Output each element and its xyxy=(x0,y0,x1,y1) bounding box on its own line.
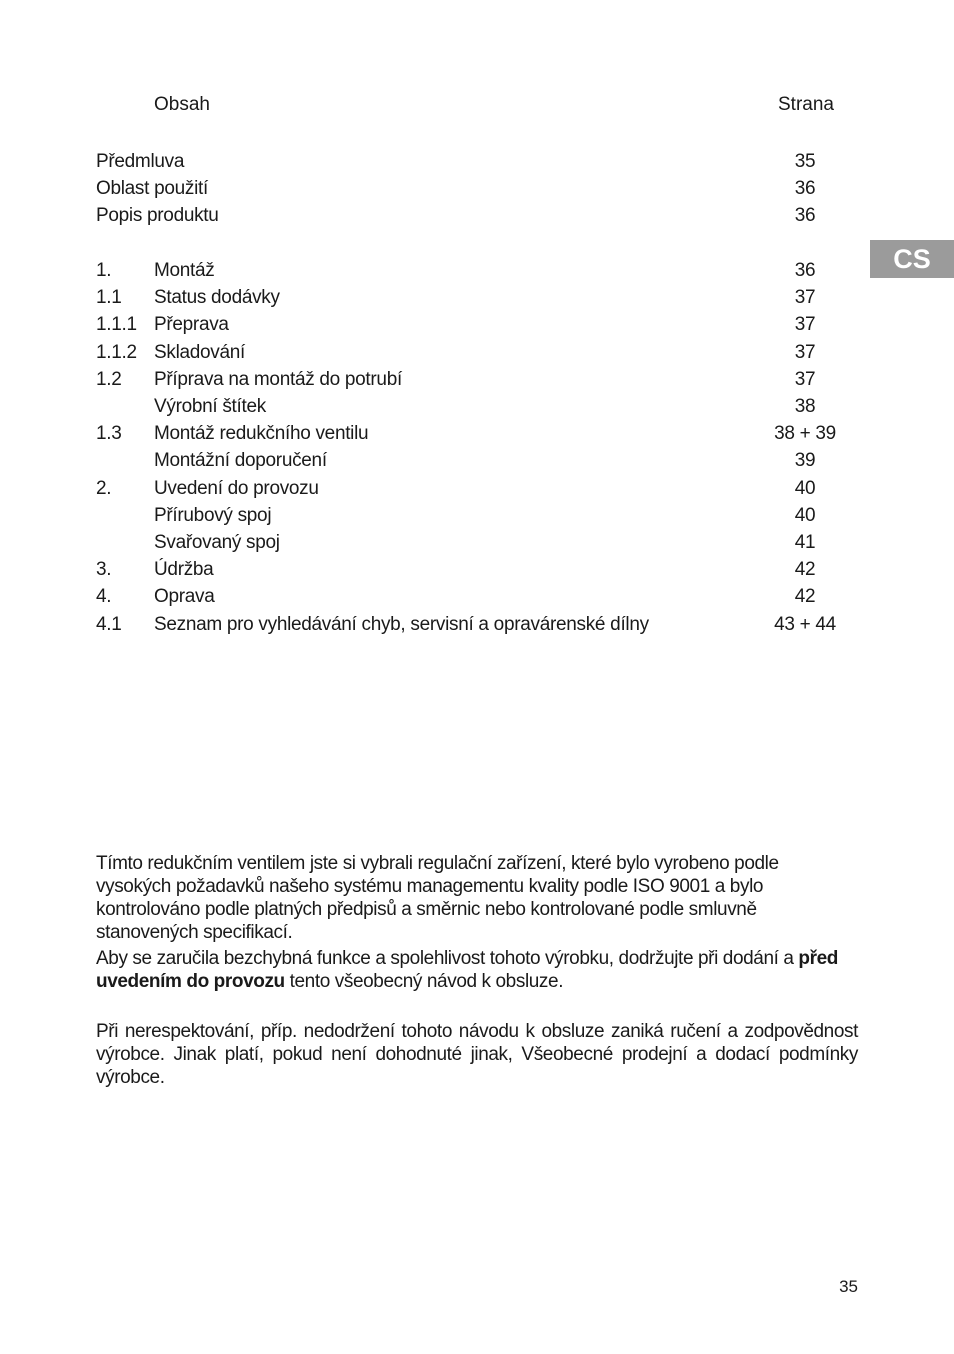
toc-entry-title: Údržba xyxy=(154,559,214,581)
toc-preface-row xyxy=(0,202,954,229)
toc-entry-number: 3. xyxy=(96,559,112,581)
toc-entry-title: Popis produktu xyxy=(96,205,219,227)
liability-paragraph: Při nerespektování, příp. nedodržení tohoto návodu k obsluze zaniká ručení a zodpovědnost výrobce. Jinak platí, pokud není dohodnuté jinak, Všeobecné prodejní a dodací podmínky výrobce. xyxy=(96,1021,858,1088)
toc-row xyxy=(0,311,954,338)
toc-row xyxy=(0,366,954,393)
toc-entry-page: 38 + 39 xyxy=(774,423,836,445)
toc-entry-number: 4. xyxy=(96,586,112,608)
toc-entry-number: 1. xyxy=(96,260,112,281)
toc-entry-page: 42 xyxy=(794,559,816,581)
toc-row xyxy=(0,420,954,447)
language-tab: CS xyxy=(870,240,954,278)
toc-heading-page: Strana xyxy=(778,94,834,115)
instructions-text-end: tento všeobecný návod k obsluze. xyxy=(284,971,564,992)
page-number: 35 xyxy=(839,1277,858,1296)
toc-row xyxy=(0,583,954,610)
toc-entry-page: 38 xyxy=(794,396,816,417)
toc-heading-contents: Obsah xyxy=(154,94,210,115)
toc-entry-title: Předmluva xyxy=(96,151,185,172)
toc-entry-page: 37 xyxy=(794,287,816,309)
toc-entry-title: Přeprava xyxy=(154,314,229,336)
toc-entry-page: 40 xyxy=(794,477,816,499)
toc-entry-page: 42 xyxy=(794,586,816,608)
toc-entry-title: Přírubový spoj xyxy=(154,504,272,526)
toc-header xyxy=(0,94,954,118)
toc-entry-title: Oblast použití xyxy=(96,178,208,200)
toc-entry-title: Skladování xyxy=(154,341,246,363)
toc-entry-title: Montáž xyxy=(154,260,215,281)
toc-preface-row xyxy=(0,175,954,202)
instructions-paragraph xyxy=(96,947,858,993)
toc-row xyxy=(0,393,954,420)
toc-entry-page: 36 xyxy=(794,178,816,200)
toc-entry-number: 1.1.2 xyxy=(96,341,137,363)
toc-entry-number: 1.2 xyxy=(96,368,122,390)
toc-row xyxy=(0,502,954,529)
toc-entry-page: 37 xyxy=(794,368,816,390)
instructions-text-bold: před uvedením do provozu xyxy=(96,948,838,992)
toc-entry-page: 36 xyxy=(794,205,816,227)
toc-entry-title: Uvedení do provozu xyxy=(154,477,319,499)
toc-entry-title: Výrobní štítek xyxy=(154,396,266,417)
toc-entry-page: 39 xyxy=(794,450,816,472)
toc-entry-title: Montážní doporučení xyxy=(154,450,327,472)
toc-entry-title: Svařovaný spoj xyxy=(154,532,280,553)
toc-row xyxy=(0,257,954,284)
toc-row xyxy=(0,529,954,556)
toc-entry-number: 4.1 xyxy=(96,613,122,635)
toc-entry-number: 1.3 xyxy=(96,423,122,445)
toc-entry-number: 1.1 xyxy=(96,287,122,309)
toc-entry-page: 37 xyxy=(794,341,816,363)
toc-preface-row xyxy=(0,148,954,175)
toc-entry-page: 41 xyxy=(794,532,816,553)
toc-entry-title: Status dodávky xyxy=(154,287,280,309)
toc-row xyxy=(0,447,954,474)
toc-entry-page: 37 xyxy=(794,314,816,336)
toc-entry-page: 43 + 44 xyxy=(774,613,836,635)
toc-entry-title: Oprava xyxy=(154,586,215,608)
toc-entry-number: 2. xyxy=(96,477,112,499)
toc-entry-page: 36 xyxy=(794,260,816,281)
toc-row xyxy=(0,611,954,638)
intro-paragraph: Tímto redukčním ventilem jste si vybrali regulační zařízení, které bylo vyrobeno podle vysokých požadavků našeho systému managementu kvality podle ISO 9001 a bylo kontrolováno podle platných předpisů a směrnic nebo kontrolované podle smluvně stanovených specifikací. xyxy=(96,853,779,943)
toc-entry-number: 1.1.1 xyxy=(96,314,137,336)
toc-entry-title: Příprava na montáž do potrubí xyxy=(154,368,402,390)
toc-row xyxy=(0,284,954,311)
toc-row xyxy=(0,475,954,502)
instructions-text-start: Aby se zaručila bezchybná funkce a spolehlivost tohoto výrobku, dodržujte při dodání a xyxy=(96,948,799,969)
toc-entry-title: Seznam pro vyhledávání chyb, servisní a opravárenské dílny xyxy=(154,613,649,635)
toc-entry-page: 35 xyxy=(794,151,816,172)
toc-entry-page: 40 xyxy=(794,504,816,526)
toc-row xyxy=(0,339,954,366)
toc-entry-title: Montáž redukčního ventilu xyxy=(154,423,369,445)
toc-row xyxy=(0,556,954,583)
